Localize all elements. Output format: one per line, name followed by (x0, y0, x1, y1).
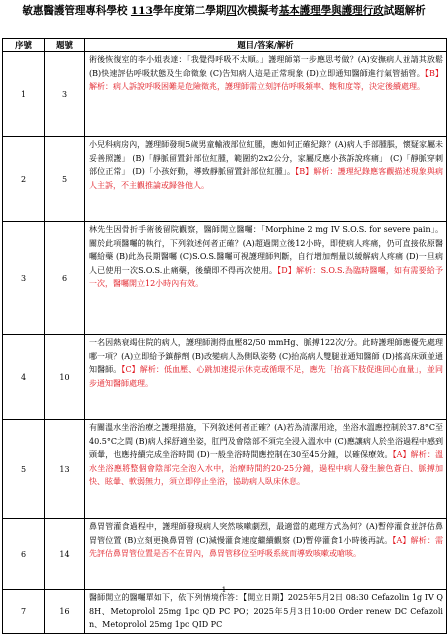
header-seq: 序號 (3, 39, 45, 52)
row-seq: 7 (3, 590, 45, 634)
row-content (85, 519, 447, 590)
question-text: 鼻胃管灌食過程中，護理師發現病人突然咳嗽劇烈，最適當的處理方式為何？(A)暫停灌食並評估鼻胃管位置 (B)立刻更換鼻胃管 (C)減慢灌食速度繼續觀察 (D)暫停灌食1小時後再試。 (89, 522, 443, 545)
answer-explanation: 【B】解析：病人訴說呼吸困難是危險徵兆，護理師需立刻評估呼吸頻率、飽和度等，決定後續處理。 (89, 68, 443, 92)
row-qno: 5 (45, 137, 85, 222)
answer-explanation: 【A】解析：需先評估鼻胃管位置是否不在胃內，鼻胃管移位至呼吸系統而導致咳嗽或嗆咳。 (89, 535, 444, 559)
title-year: 113 (130, 5, 153, 17)
table-row (3, 137, 447, 222)
question-text: 有關溫水坐浴治療之護理措施，下列敘述何者正確？(A)若為清潔用途，坐浴水溫應控制於37.8°C至40.5°C之間 (B)病人採舒適坐姿，肛門及會陰部不須完全浸入溫水中 (C)應讓病人於坐浴過程中感到頭暈，也應持續完成坐浴時間 (D)一般坐浴時間應控制在30至45分鐘，以確保療效。 (89, 423, 443, 460)
row-seq: 5 (3, 420, 45, 519)
table-row (3, 590, 447, 634)
question-text: 醫師開立的醫囑單如下，依下列情境作答：【開立日期】2025年5月2日 08:30 Cefazolin 1g IV Q8H、Metoprolol 25mg 1pc QD PC PO；2025年5月3日10:00 Order renew DC Cefazolin、Metoprolol 25mg 1pc QID PC (89, 593, 443, 630)
row-content (85, 590, 447, 634)
row-content (85, 137, 447, 222)
answer-explanation: 【B】解析：護理紀錄應客觀描述現象與病人主訴，不主觀推論或歸咎他人。 (89, 167, 443, 190)
row-qno: 3 (45, 52, 85, 137)
question-text: 術後恢復室的李小姐表達：「我覺得呼吸不太順。」護理師第一步應思考做？(A)安撫病人並請其放鬆 (B)快速評估呼吸狀態及生命徵象 (C)告知病人這是正常現象 (D)立即通知醫師進行氣管插管。 (89, 55, 443, 78)
answer-explanation: 【C】解析：低血壓、心跳加速提示休克或循環不足，應先「抬高下肢促進回心血量」，並同步通知醫師處理。 (89, 365, 443, 388)
title-subject-suffix: 試題解析 (383, 5, 426, 17)
row-qno: 14 (45, 519, 85, 590)
row-seq: 1 (3, 52, 45, 137)
title-year-suffix: 學年度第二學期 (152, 5, 227, 17)
row-content (85, 335, 447, 420)
title-exam-mid: 次模擬考 (236, 5, 279, 17)
title-subject: 基本護理學與護理行政 (278, 5, 384, 17)
answer-explanation: 【D】解析：S.O.S.為臨時醫囑，如有需要給予一次，醫囑開立12小時內有效。 (89, 265, 443, 289)
page-number: 1 (221, 586, 227, 594)
question-text: 小兒科病房內，護理師發現5歲男童輸液部位紅腫，應如何正確紀錄？(A)病人手部腫脹，懷疑家屬未妥善照護」 (B)「靜脈留置針部位紅腫，範圍約2x2公分，家屬反應小孩訴說疼痛」 (C)「靜脈穿刺部位正常」 (D)「小孩好動，導致靜脈留置針部位紅腫」。 (89, 140, 443, 177)
table-row (3, 335, 447, 420)
question-text: 林先生因骨折手術後留院觀察，醫師開立醫囑：「Morphine 2 mg IV S.O.S. for severe pain」。關於此項醫囑的執行，下列敘述何者正確？(A)超過開立後12小時，即使病人疼痛，仍可直接依原醫囑給藥 (B)此為長期醫囑 (C)S.O.S.醫囑可視護理師判斷，自行增加劑量以緩解病人疼痛 (D)一旦病人已使用一次S.O.S.止痛藥，後續即不得再次使用。 (89, 225, 443, 275)
title-school: 敏惠醫護管理專科學校 (22, 5, 128, 17)
row-qno: 10 (45, 335, 85, 420)
row-qno: 13 (45, 420, 85, 519)
row-content (85, 222, 447, 335)
row-seq: 6 (3, 519, 45, 590)
table-row (3, 52, 447, 137)
row-qno: 6 (45, 222, 85, 335)
row-seq: 3 (3, 222, 45, 335)
row-qno: 16 (45, 590, 85, 634)
header-qno: 題號 (45, 39, 85, 52)
table-row (3, 420, 447, 519)
row-seq: 4 (3, 335, 45, 420)
table-header-row (3, 39, 447, 52)
row-content (85, 52, 447, 137)
document-title (0, 3, 448, 18)
row-seq: 2 (3, 137, 45, 222)
answer-table (2, 38, 447, 634)
table-row (3, 519, 447, 590)
question-text: 一名因熱衰竭住院的病人，護理師測得血壓82/50 mmHg、脈搏122次/分。此時護理師應優先處理哪一項？(A)立即給予鎮靜劑 (B)改變病人為側臥姿勢 (C)抬高病人雙腿並通知醫師 (D)搖高床頭並通知醫師。 (89, 338, 443, 375)
row-content (85, 420, 447, 519)
table-row (3, 222, 447, 335)
answer-explanation: 【A】解析：溫水坐浴應將整個會陰部完全泡入水中，治療時間約20-25分鐘，過程中病人發生臉色蒼白、脈搏加快、眩暈、軟弱無力，須立即停止坐浴，協助病人臥床休息。 (89, 450, 443, 487)
title-exam-no: 四 (226, 5, 237, 17)
header-content: 題目/答案/解析 (85, 39, 447, 52)
